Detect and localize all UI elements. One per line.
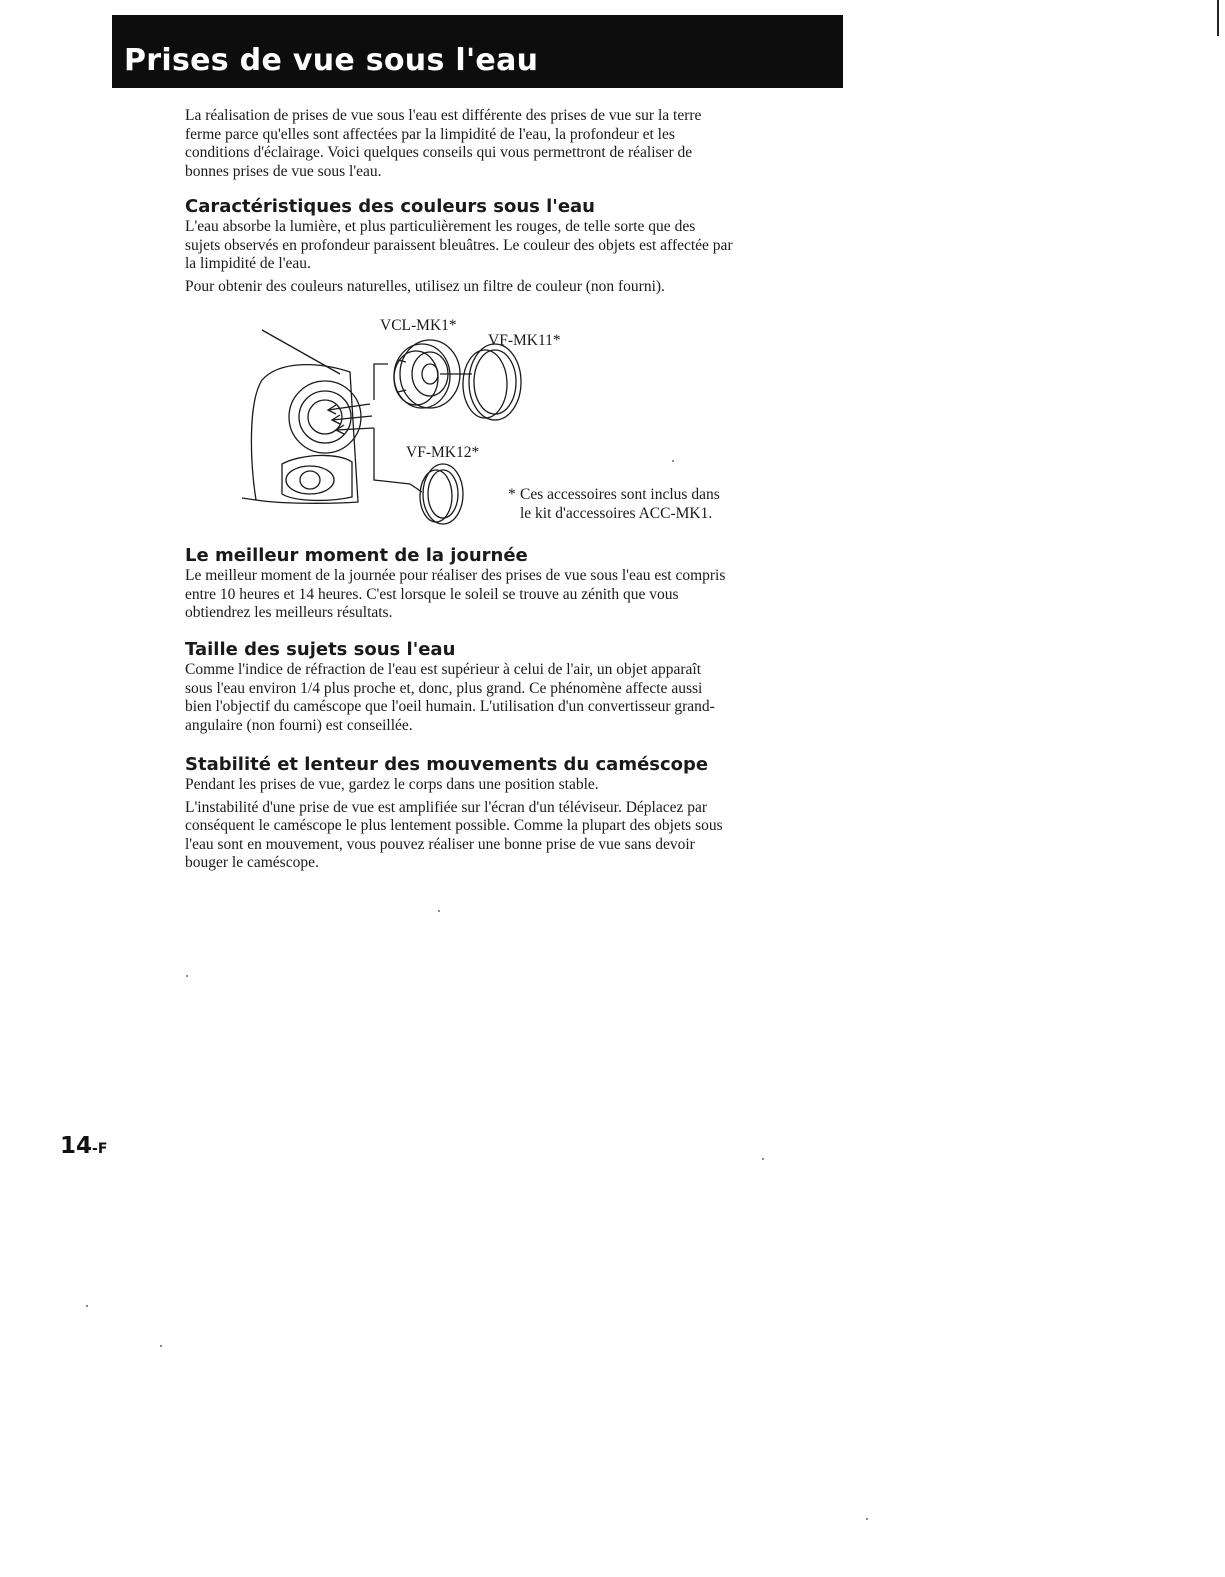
text-line: Pour obtenir des couleurs naturelles, utilisez un filtre de couleur (non fourni).	[185, 277, 665, 295]
text-line: bonnes prises de vue sous l'eau.	[185, 162, 382, 180]
text-line: bien l'objectif du caméscope que l'oeil humain. L'utilisation d'un convertisseur grand-	[185, 698, 715, 715]
section-heading: Taille des sujets sous l'eau	[185, 639, 456, 660]
footnote-star: *	[508, 486, 516, 503]
scan-speck	[672, 460, 674, 462]
text-line: conséquent le caméscope le plus lentement possible. Comme la plupart des objets sous	[185, 817, 723, 834]
section-heading: Caractéristiques des couleurs sous l'eau	[185, 196, 595, 217]
label-vf-mk11: VF-MK11*	[488, 332, 561, 349]
intro-paragraph	[185, 107, 815, 181]
page-number-value: 14	[60, 1133, 93, 1159]
label-vf-mk12: VF-MK12*	[406, 444, 480, 461]
section-subject-size	[185, 639, 815, 735]
scan-speck	[160, 1345, 162, 1347]
scan-speck	[86, 1305, 88, 1307]
scan-speck	[866, 1518, 868, 1520]
title-bar	[112, 15, 843, 88]
text-line: entre 10 heures et 14 heures. C'est lorsque le soleil se trouve au zénith que vous	[185, 585, 679, 603]
text-line: Le meilleur moment de la journée pour réaliser des prises de vue sous l'eau est compris	[185, 567, 726, 584]
section-heading: Le meilleur moment de la journée	[185, 545, 528, 566]
scan-speck	[438, 910, 440, 912]
scan-speck	[186, 975, 188, 977]
footnote-line: Ces accessoires sont inclus dans	[520, 486, 720, 503]
section-stability	[185, 754, 815, 873]
footnote-line: le kit d'accessoires ACC-MK1.	[520, 505, 713, 522]
text-line: L'instabilité d'une prise de vue est amplifiée sur l'écran d'un téléviseur. Déplacez par	[185, 798, 708, 816]
page-title: Prises de vue sous l'eau	[124, 43, 539, 78]
text-line: bouger le caméscope.	[185, 854, 319, 871]
text-line: La réalisation de prises de vue sous l'eau est différente des prises de vue sur la terre	[185, 107, 702, 124]
section-colors	[185, 196, 815, 296]
text-line: sujets observés en profondeur paraissent bleuâtres. Le couleur des objets est affectée par	[185, 236, 733, 254]
text-line: la limpidité de l'eau.	[185, 255, 311, 272]
section-heading: Stabilité et lenteur des mouvements du caméscope	[185, 754, 709, 775]
label-vcl-mk1: VCL-MK1*	[380, 317, 457, 334]
page-number	[60, 1133, 107, 1159]
scan-edge-mark	[1217, 0, 1219, 36]
text-line: angulaire (non fourni) est conseillée.	[185, 716, 413, 734]
section-best-time	[185, 545, 815, 623]
text-line: conditions d'éclairage. Voici quelques conseils qui vous permettront de réaliser de	[185, 144, 693, 161]
text-line: l'eau sont en mouvement, vous pouvez réaliser une bonne prise de vue sans devoir	[185, 835, 695, 853]
page-number-suffix: -F	[92, 1141, 108, 1157]
text-line: obtiendrez les meilleurs résultats.	[185, 604, 393, 621]
scan-speck	[762, 1158, 764, 1160]
text-line: Comme l'indice de réfraction de l'eau est supérieur à celui de l'air, un objet apparaît	[185, 661, 702, 678]
text-line: sous l'eau environ 1/4 plus proche et, donc, plus grand. Ce phénomène affecte aussi	[185, 679, 703, 697]
figure-footnote	[508, 485, 720, 523]
text-line: L'eau absorbe la lumière, et plus particulièrement les rouges, de telle sorte que des	[185, 218, 696, 235]
text-line: ferme parce qu'elles sont affectées par la limpidité de l'eau, la profondeur et les	[185, 125, 675, 143]
text-line: Pendant les prises de vue, gardez le corps dans une position stable.	[185, 776, 599, 793]
